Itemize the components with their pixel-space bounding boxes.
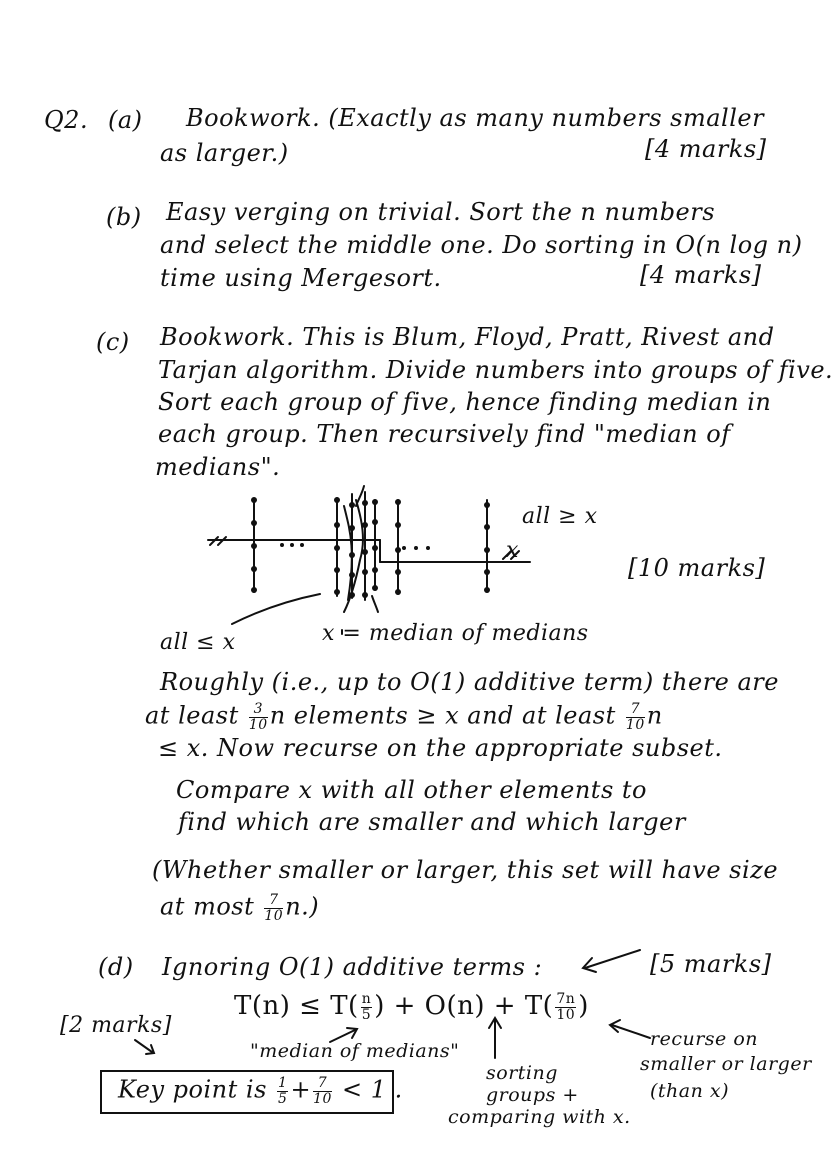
recurse-note-2: smaller or larger [640, 1053, 812, 1075]
part-c-p2: at least $\frac{3}{10}$ n elements ≥ x and at least $\frac{7}{10}$ n [145, 701, 663, 733]
part-d-line1: Ignoring O(1) additive terms : [162, 953, 543, 981]
fraction-seven-tenths: $\frac{7}{10}$ [625, 701, 645, 733]
sorting-note-1: sorting [486, 1062, 558, 1084]
recurrence-equation: T(n) ≤ T( $\frac{n}{5}$ ) + O(n) + T( $\frac{7n}{10}$ ) [234, 991, 589, 1023]
part-c-line2: Tarjan algorithm. Divide numbers into groups of five. [158, 356, 834, 384]
part-c-p6: (Whether smaller or larger, this set will have size [152, 856, 779, 884]
sorting-note-3: comparing with x. [448, 1106, 631, 1128]
part-a-marks: [4 marks] [645, 135, 767, 163]
part-c-line1: Bookwork. This is Blum, Floyd, Pratt, Rivest and [160, 323, 775, 351]
part-c-marks: [10 marks] [628, 554, 766, 582]
diagram-x-label: x [506, 538, 519, 563]
part-b-marks: [4 marks] [640, 261, 762, 289]
part-c-p7: at most $\frac{7}{10}$ n.) [160, 892, 320, 924]
part-d-marks2: [2 marks] [60, 1013, 172, 1038]
recurse-note-1: recurse on [650, 1028, 758, 1050]
recurse-note-3: (than x) [650, 1080, 730, 1102]
part-c-line5: medians". [155, 453, 281, 481]
part-c-p1: Roughly (i.e., up to O(1) additive term) there are [160, 668, 779, 696]
fraction-seven-tenths-2: $\frac{7}{10}$ [264, 892, 284, 924]
part-a-line2: as larger.) [160, 139, 289, 167]
part-b-line3: time using Mergesort. [160, 264, 442, 292]
fraction-three-tenths: $\frac{3}{10}$ [248, 701, 268, 733]
part-c-line4: each group. Then recursively find "median of [158, 420, 731, 448]
part-b-line2: and select the middle one. Do sorting in O(n log n) [160, 231, 803, 259]
diagram-all-le-x: all ≤ x [160, 630, 236, 655]
part-c-p5: find which are smaller and which larger [178, 808, 686, 836]
part-d-label: (d) [98, 953, 134, 981]
median-of-medians-note: "median of medians" [250, 1040, 460, 1062]
part-c-line3: Sort each group of five, hence finding median in [158, 388, 772, 416]
diagram-all-ge-x: all ≥ x [522, 504, 598, 529]
part-d-marks5: [5 marks] [650, 950, 772, 978]
part-b-line1: Easy verging on trivial. Sort the n numbers [166, 198, 716, 226]
part-b-label: (b) [106, 203, 142, 231]
part-a-label: (a) [108, 106, 143, 134]
key-point-text: Key point is $\frac{1}{5}$ + $\frac{7}{10}$ < 1 . [118, 1075, 403, 1107]
part-c-p4: Compare x with all other elements to [176, 776, 647, 804]
question-number: Q2. [44, 106, 89, 134]
part-c-label: (c) [96, 328, 130, 356]
sorting-note-2: groups + [486, 1084, 579, 1106]
part-a-line1: Bookwork. (Exactly as many numbers smaller [186, 104, 765, 132]
diagram-x-definition: x = median of medians [322, 621, 589, 646]
part-c-p3: ≤ x. Now recurse on the appropriate subset. [158, 734, 723, 762]
